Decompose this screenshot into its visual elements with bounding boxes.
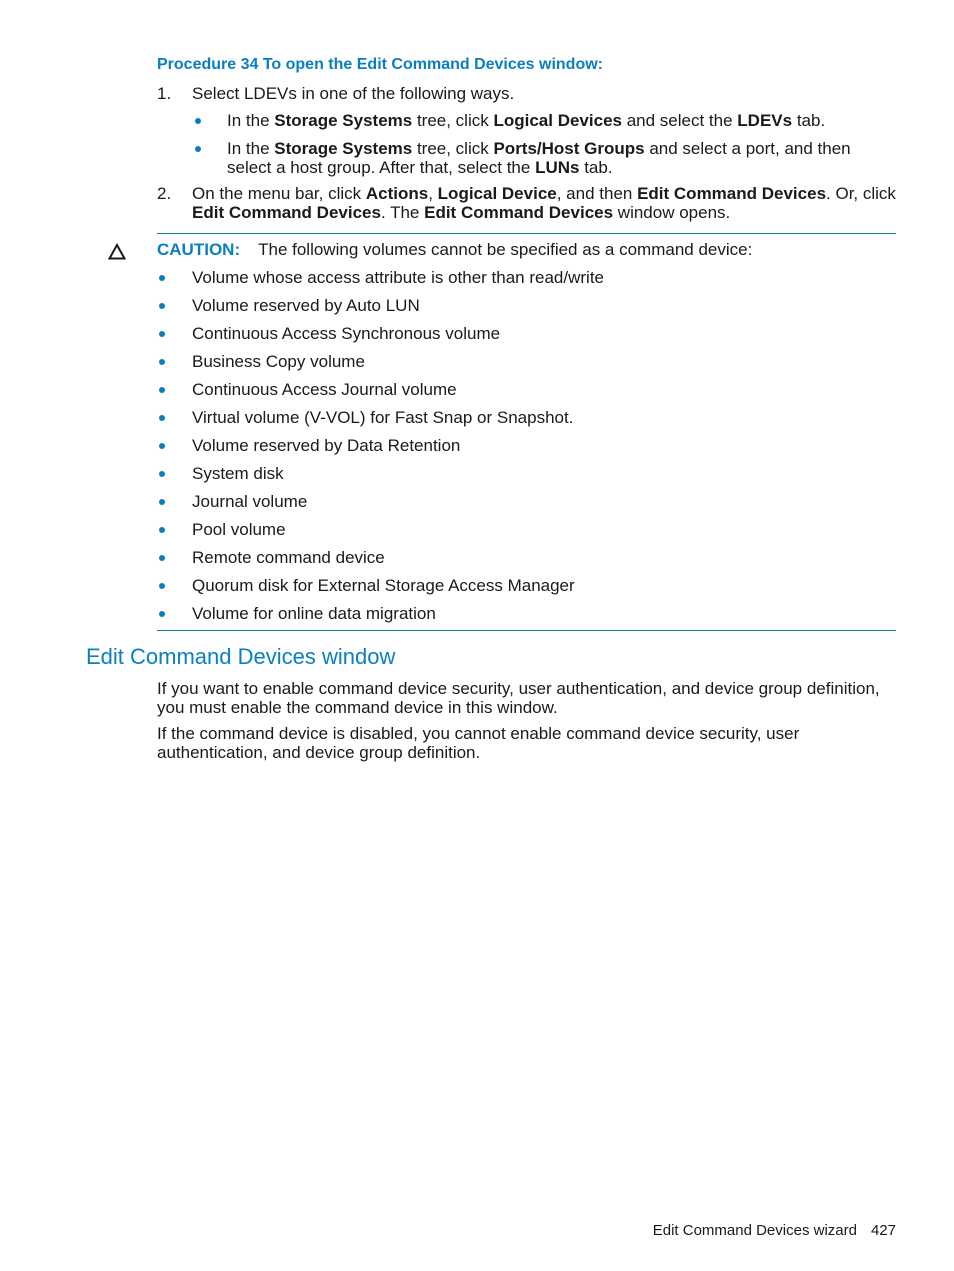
bullet-icon	[159, 359, 165, 365]
caution-heading	[157, 240, 752, 260]
bullet-icon	[159, 499, 165, 505]
caution-top-rule	[157, 233, 896, 234]
caution-list	[157, 268, 604, 632]
page-number: 427	[870, 1222, 896, 1239]
bullet-icon	[159, 471, 165, 477]
bullet-icon	[195, 118, 201, 124]
section-title: Edit Command Devices window	[86, 644, 396, 669]
paragraph: If the command device is disabled, you cannot enable command device security, user authentication, and device group definition.	[157, 724, 800, 762]
step-number: 1.	[157, 84, 172, 103]
list-item: Continuous Access Synchronous volume	[157, 324, 604, 352]
bullet-icon	[159, 527, 165, 533]
bullet-icon	[159, 443, 165, 449]
caution-text: The following volumes cannot be specified as a command device:	[258, 240, 753, 259]
list-item: Business Copy volume	[157, 352, 604, 380]
step-number: 2.	[157, 184, 172, 203]
list-item: Pool volume	[157, 520, 604, 548]
list-item: Remote command device	[157, 548, 604, 576]
list-item: Quorum disk for External Storage Access Manager	[157, 576, 604, 604]
warning-triangle-icon	[108, 243, 126, 261]
substep-text: In the Storage Systems tree, click Ports/Host Groups and select a port, and then select a host group. After that, select the LUNs tab.	[227, 139, 851, 177]
step-text: Select LDEVs in one of the following ways.	[192, 84, 515, 103]
bullet-icon	[159, 583, 165, 589]
bullet-icon	[159, 555, 165, 561]
bullet-icon	[159, 331, 165, 337]
bullet-icon	[159, 415, 165, 421]
step-1	[157, 84, 897, 103]
footer-title: Edit Command Devices wizard	[652, 1222, 857, 1239]
step-2	[157, 184, 897, 222]
list-item: Volume reserved by Auto LUN	[157, 296, 604, 324]
list-item: Journal volume	[157, 492, 604, 520]
substep-text: In the Storage Systems tree, click Logical Devices and select the LDEVs tab.	[227, 111, 826, 130]
bullet-icon	[159, 303, 165, 309]
caution-bottom-rule	[157, 630, 896, 631]
list-item: Volume for online data migration	[157, 604, 604, 632]
procedure-title: Procedure 34 To open the Edit Command Devices window:	[157, 56, 603, 73]
substep-1	[192, 111, 897, 130]
bullet-icon	[159, 275, 165, 281]
step-text: On the menu bar, click Actions, Logical Device, and then Edit Command Devices. Or, click Edit Command Devices. The Edit Command Devices window opens.	[192, 184, 896, 222]
list-item: Continuous Access Journal volume	[157, 380, 604, 408]
list-item: Virtual volume (V-VOL) for Fast Snap or Snapshot.	[157, 408, 604, 436]
list-item: Volume whose access attribute is other than read/write	[157, 268, 604, 296]
list-item: Volume reserved by Data Retention	[157, 436, 604, 464]
bullet-icon	[195, 146, 201, 152]
paragraph: If you want to enable command device security, user authentication, and device group definition, you must enable the command device in this window.	[157, 679, 880, 717]
substep-2	[192, 139, 897, 177]
list-item: System disk	[157, 464, 604, 492]
bullet-icon	[159, 387, 165, 393]
page-footer	[653, 1222, 896, 1239]
caution-label: CAUTION:	[157, 240, 241, 259]
bullet-icon	[159, 611, 165, 617]
